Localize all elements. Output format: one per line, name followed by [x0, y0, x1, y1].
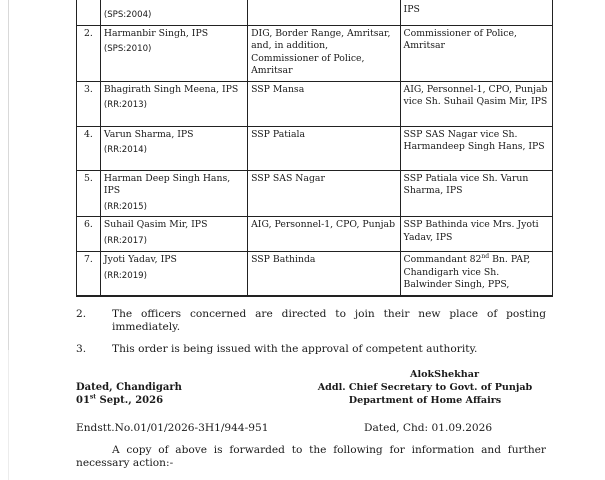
- officer-name: Jyoti Yadav, IPS: [103, 254, 177, 265]
- endorsement-date: Dated, Chd: 01.09.2026: [364, 422, 493, 434]
- table-row: [77, 170, 553, 217]
- from-posting-cell: SSP Mansa: [248, 81, 400, 126]
- serial-cell: 6.: [77, 217, 101, 252]
- officer-name: Harman Deep Singh Hans, IPS: [103, 172, 231, 196]
- paragraph-3: [76, 343, 546, 356]
- to-posting-cell: [400, 252, 552, 296]
- batch-label: (RR:2019): [103, 270, 147, 281]
- officer-name: Bhagirath Singh Meena, IPS: [103, 83, 239, 95]
- to-posting-cell: SSP Patiala vice Sh. Varun Sharma, IPS: [400, 170, 552, 217]
- paragraph-text: The officers concerned are directed to join their new place of posting immediately.: [112, 308, 546, 333]
- signatory-designation: Addl. Chief Secretary to Govt. of Punjab: [317, 382, 533, 393]
- batch-label: (SPS:2004): [103, 10, 152, 20]
- signatory-department: Department of Home Affairs: [348, 395, 502, 406]
- officer-cell: [100, 0, 247, 25]
- table-row: [77, 126, 553, 170]
- batch-label: (RR:2017): [103, 235, 147, 246]
- serial-cell: 7.: [77, 252, 101, 296]
- to-posting-text: Commandant 82: [403, 254, 482, 265]
- from-posting-cell: DIG, Border Range, Amritsar, and, in addition, Commissioner of Police, Amritsar: [248, 25, 400, 81]
- to-posting-cell: AIG, Personnel-1, CPO, Punjab vice Sh. Suhail Qasim Mir, IPS: [400, 81, 552, 126]
- officer-cell: [100, 217, 247, 252]
- dated-block: [76, 381, 182, 407]
- batch-label: (RR:2013): [103, 100, 147, 110]
- from-posting-cell: AIG, Personnel-1, CPO, Punjab: [248, 217, 400, 252]
- table-row: [77, 25, 553, 81]
- serial-cell: [77, 0, 101, 25]
- date-day: 01: [76, 395, 90, 406]
- date-ordinal: st: [89, 393, 97, 401]
- dated-date: [76, 394, 182, 407]
- table-row: [77, 217, 553, 252]
- signatory-name: AlokShekhar: [410, 369, 480, 380]
- margin-rule: [0, 0, 9, 350]
- table-row: [77, 252, 553, 296]
- officer-name: Suhail Qasim Mir, IPS: [103, 219, 208, 230]
- serial-cell: 4.: [77, 126, 101, 170]
- table-row: [77, 81, 553, 126]
- from-posting-cell: SSP SAS Nagar: [248, 170, 400, 217]
- table-bottom-rule: [76, 296, 553, 297]
- officer-name: Harmanbir Singh, IPS: [103, 27, 209, 39]
- officer-cell: [100, 170, 247, 217]
- batch-label: (SPS:2010): [103, 44, 152, 54]
- ordinal-suffix: nd: [481, 252, 490, 260]
- officer-name: Varun Sharma, IPS: [103, 128, 194, 140]
- posting-table: [76, 0, 553, 296]
- from-posting-cell: [248, 0, 400, 25]
- serial-cell: 3.: [77, 81, 101, 126]
- table-row: [77, 0, 553, 25]
- to-posting-text: IPS: [403, 4, 420, 15]
- to-posting-cell: SSP SAS Nagar vice Sh. Harmandeep Singh Hans, IPS: [400, 126, 552, 170]
- batch-label: (RR:2015): [103, 201, 147, 212]
- officer-cell: [100, 126, 247, 170]
- paragraph-2: [76, 308, 546, 334]
- margin-rule-lower: [0, 350, 9, 480]
- signature-block: [300, 368, 550, 407]
- officer-cell: [100, 81, 247, 126]
- date-rest: Sept., 2026: [96, 395, 164, 406]
- endorsement-number: Endstt.No.01/01/2026-3H1/944-951: [76, 422, 269, 434]
- officer-cell: [100, 25, 247, 81]
- paragraph-number: 2.: [76, 308, 87, 320]
- officer-cell: [100, 252, 247, 296]
- to-posting-cell: Commissioner of Police, Amritsar: [400, 25, 552, 81]
- serial-cell: 2.: [77, 25, 101, 81]
- to-posting-cell: SSP Bathinda vice Mrs. Jyoti Yadav, IPS: [400, 217, 552, 252]
- to-posting-cell: [400, 0, 552, 25]
- paragraph-number: 3.: [76, 343, 87, 355]
- batch-label: (RR:2014): [103, 145, 147, 155]
- copy-forward-text: A copy of above is forwarded to the following for information and further necessary action:-: [76, 444, 546, 469]
- serial-cell: 5.: [77, 170, 101, 217]
- paragraph-text: This order is being issued with the approval of competent authority.: [112, 343, 478, 355]
- from-posting-cell: SSP Patiala: [248, 126, 400, 170]
- dated-place: Dated, Chandigarh: [76, 382, 182, 393]
- from-posting-cell: SSP Bathinda: [248, 252, 400, 296]
- to-posting-text-cont: Bn. PAP, Chandigarh vice Sh. Balwinder Singh, PPS,: [403, 254, 531, 290]
